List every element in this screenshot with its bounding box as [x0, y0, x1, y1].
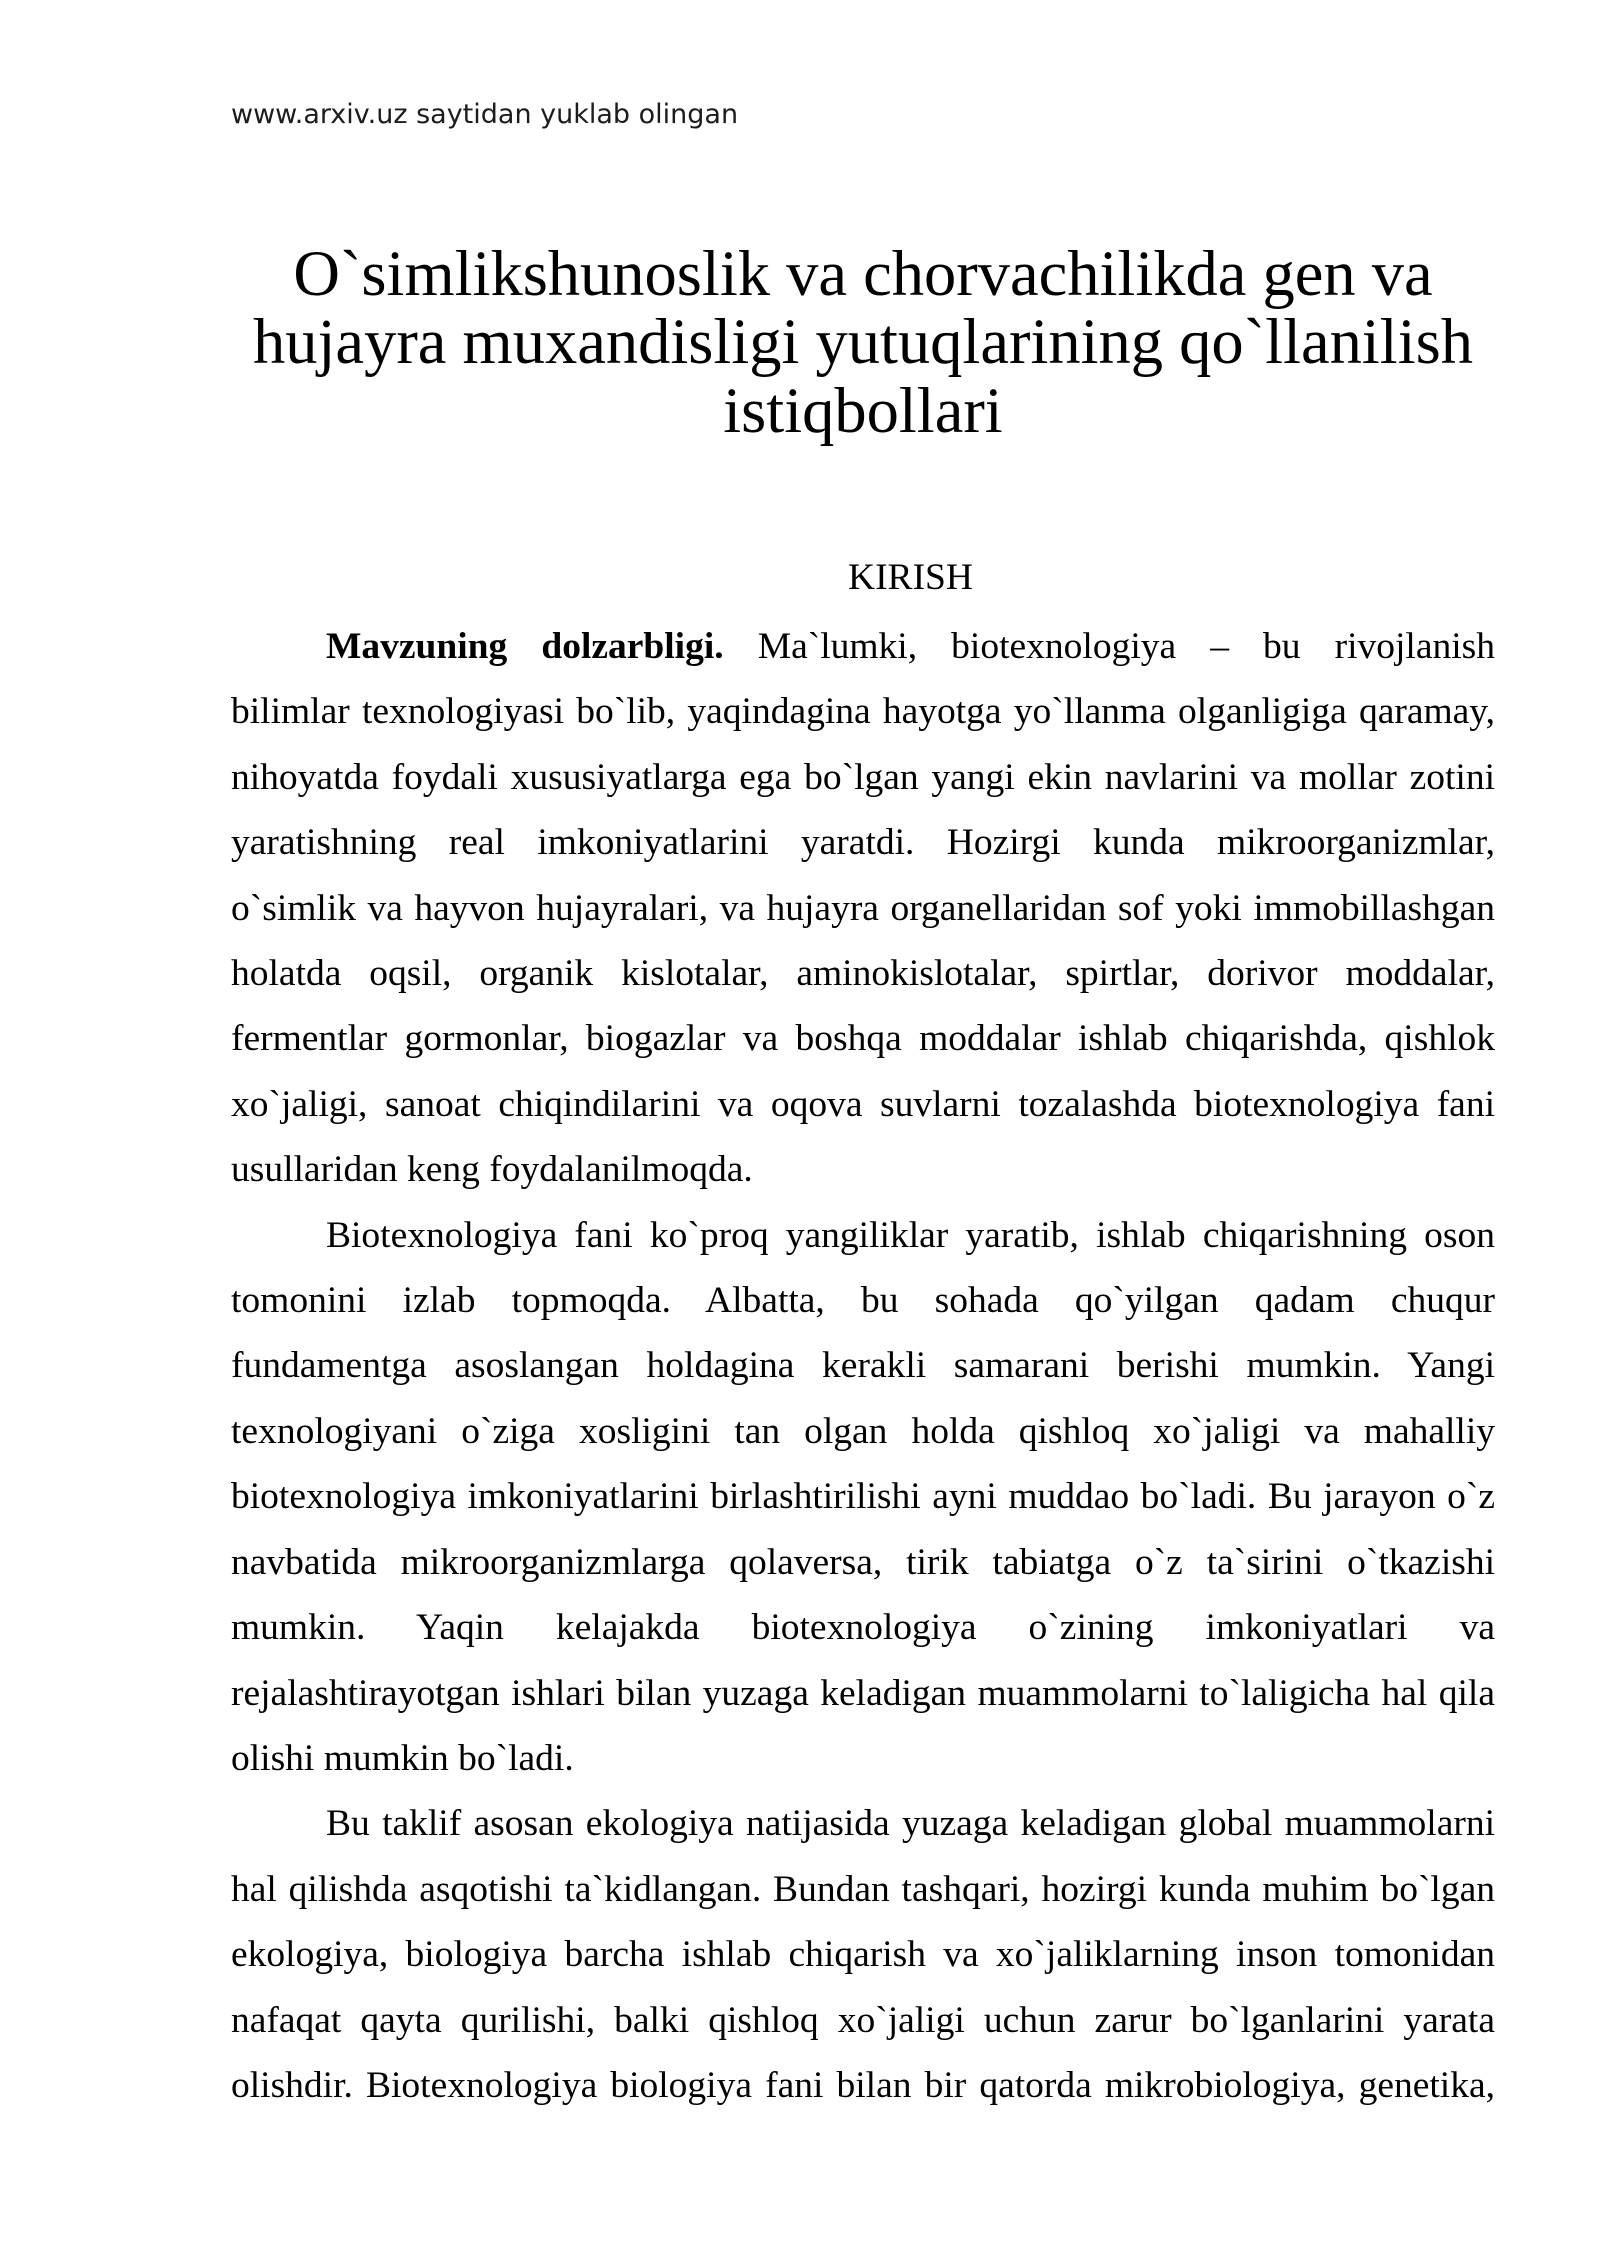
text-line: yaratishning real imkoniyatlarini yaratdi. Hozirgi kunda mikroorganizmlar,: [231, 822, 1495, 864]
text-line: olishi mumkin bo`ladi.: [231, 1737, 574, 1779]
paragraph-1: [231, 614, 1495, 1203]
text-line: fundamentga asoslangan holdagina kerakli samarani berishi mumkin. Yangi: [231, 1345, 1495, 1387]
text-line-content: Ma`lumki, biotexnologiya – bu rivojlanish: [757, 626, 1495, 667]
text-line: Bu taklif asosan ekologiya natijasida yuzaga keladigan global muammolarni: [326, 1803, 1495, 1845]
text-line: Biotexnologiya fani ko`proq yangiliklar yaratib, ishlab chiqarishning oson: [326, 1214, 1495, 1256]
document-title: O`simlikshunoslik va chorvachilikda gen va hujayra muxandisligi yutuqlarining qo`llanilish istiqbollari: [253, 238, 1473, 446]
text-line: bilimlar texnologiyasi bo`lib, yaqindagina hayotga yo`llanma olganligiga qaramay,: [231, 691, 1495, 733]
text-line: tomonini izlab topmoqda. Albatta, bu sohada qo`yilgan qadam chuqur: [231, 1280, 1495, 1322]
text-line: biotexnologiya imkoniyatlarini birlashtirilishi ayni muddao bo`ladi. Bu jarayon o`z: [231, 1476, 1495, 1518]
text-line: fermentlar gormonlar, biogazlar va boshqa moddalar ishlab chiqarishda, qishlok: [231, 1018, 1495, 1060]
text-line: navbatida mikroorganizmlarga qolaversa, tirik tabiatga o`z ta`sirini o`tkazishi: [231, 1541, 1495, 1583]
text-line: nafaqat qayta qurilishi, balki qishloq xo`jaligi uchun zarur bo`lganlarini yarata: [231, 1999, 1495, 2041]
paragraph-3: [231, 1791, 1495, 2118]
text-line: nihoyatda foydali xususiyatlarga ega bo`lgan yangi ekin navlarini va mollar zotini: [231, 756, 1495, 798]
text-line: mumkin. Yaqin kelajakda biotexnologiya o`zining imkoniyatlari va: [231, 1607, 1495, 1649]
section-heading: KIRISH: [847, 557, 973, 598]
paragraph-2: [231, 1203, 1495, 1792]
text-line: xo`jaligi, sanoat chiqindilarini va oqova suvlarni tozalashda biotexnologiya fani: [231, 1083, 1495, 1125]
text-line: usullaridan keng foydalanilmoqda.: [231, 1149, 753, 1191]
document-body: [231, 614, 1495, 2118]
text-line: [231, 614, 1495, 679]
text-line: olishdir. Biotexnologiya biologiya fani bilan bir qatorda mikrobiologiya, genetika,: [231, 2064, 1495, 2106]
source-header: www.arxiv.uz saytidan yuklab olingan: [231, 99, 739, 130]
text-line: o`simlik va hayvon hujayralari, va hujayra organellaridan sof yoki immobillashgan: [231, 887, 1495, 929]
text-line: hal qilishda asqotishi ta`kidlangan. Bundan tashqari, hozirgi kunda muhim bo`lgan: [231, 1868, 1495, 1910]
text-line: texnologiyani o`ziga xosligini tan olgan holda qishloq xo`jaligi va mahalliy: [231, 1410, 1495, 1452]
paragraph-lead: Mavzuning dolzarbligi.: [326, 626, 724, 667]
text-line: holatda oqsil, organik kislotalar, aminokislotalar, spirtlar, dorivor moddalar,: [231, 953, 1495, 995]
text-line: rejalashtirayotgan ishlari bilan yuzaga keladigan muammolarni to`laligicha hal qila: [231, 1672, 1495, 1714]
text-line: ekologiya, biologiya barcha ishlab chiqarish va xo`jaliklarning inson tomonidan: [231, 1934, 1495, 1976]
